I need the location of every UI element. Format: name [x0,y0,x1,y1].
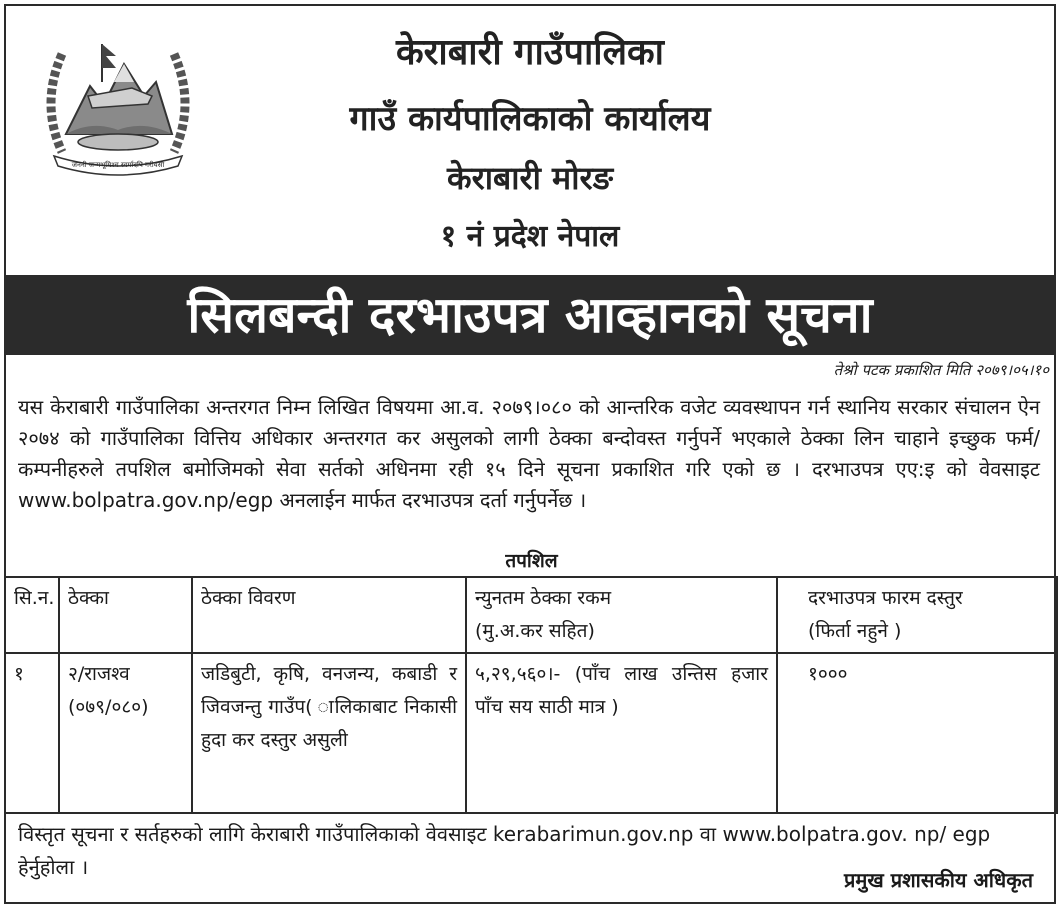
office-location: केराबारी मोरङ [447,159,613,197]
emblem-motto: जननी जन्मभूमिश्च स्वर्गादपि गरीयसी [71,161,165,169]
notice-header [4,4,1056,274]
notice-title-banner: सिलबन्दी दरभाउपत्र आव्हानको सूचना [4,275,1056,355]
cell-contract-year: (०७९/०८०) [68,696,149,718]
signatory-title: प्रमुख प्रशासकीय अधिकृत [844,868,1033,892]
table-row [5,653,1057,813]
municipality-name: केराबारी गाउँपालिका [396,32,664,73]
intro-paragraph: यस केराबारी गाउँपालिका अन्तरगत निम्न लिखित विषयमा आ.व. २०७९।०८० को आन्तरिक वजेट व्यवस्थापन गर्न स्थानिय सरकार संचालन ऐन २०७४ को गाउँपालिका वित्तिय अधिकार अन्तरगत कर असुलको लागी ठेक्का बन्दोवस्त गर्नुपर्ने भएकाले ठेक्का लिन चाहाने इच्छुक फर्म/कम्पनीहरुले तपशिल बमोजिमको सेवा सर्तको अधिनमा रही १५ दिने सूचना प्रकाशित गरि एको छ । दरभाउपत्र एए:इ को वेवसाइट www.bolpatra.gov.np/egp अनलाईन मार्फत दरभाउपत्र दर्ता गर्नुपर्नेछ । [18,395,1040,512]
publication-date: तेश्रो पटक प्रकाशित मिति २०७९।०५।१० [833,361,1049,379]
header-form-fee-label: दरभाउपत्र फारम दस्तुर [808,587,963,609]
header-description: ठेक्का विवरण [192,577,466,653]
footer-note: विस्तृत सूचना र सर्तहरुको लागि केराबारी गाउँपालिकाको वेवसाइट kerabarimun.gov.np वा www.bolpatra.gov. np/ egp हेर्नुहोला । [18,822,991,879]
contract-table [4,576,1058,814]
header-min-amount [466,577,777,653]
cell-contract [59,653,192,813]
header-min-amount-label: न्युनतम ठेक्का रकम [475,587,612,609]
cell-min-amount: ५,२९,५६०।- (पाँच लाख उन्तिस हजार पाँच सय साठी मात्र ) [466,653,777,813]
table-header-row [5,577,1057,653]
cell-description: जडिबुटी, कृषि, वनजन्य, कबाडी र जिवजन्तु गाउँप( ालिकाबाट निकासी हुदा कर दस्तुर असुली [192,653,466,813]
cell-sn: १ [5,653,59,813]
province-country: १ नं प्रदेश नेपाल [440,219,620,254]
header-sn: सि.न. [5,577,59,653]
header-min-amount-note: (मु.अ.कर सहित) [475,620,595,642]
header-form-fee [777,577,1057,653]
details-heading: तपशिल [505,550,558,572]
cell-contract-type: २/राजश्व [68,663,130,685]
cell-form-fee: १००० [777,653,1057,813]
header-contract: ठेक्का [59,577,192,653]
header-form-fee-note: (फिर्ता नहुने ) [808,620,902,642]
office-name: गाउँ कार्यपालिकाको कार्यालय [349,99,711,139]
